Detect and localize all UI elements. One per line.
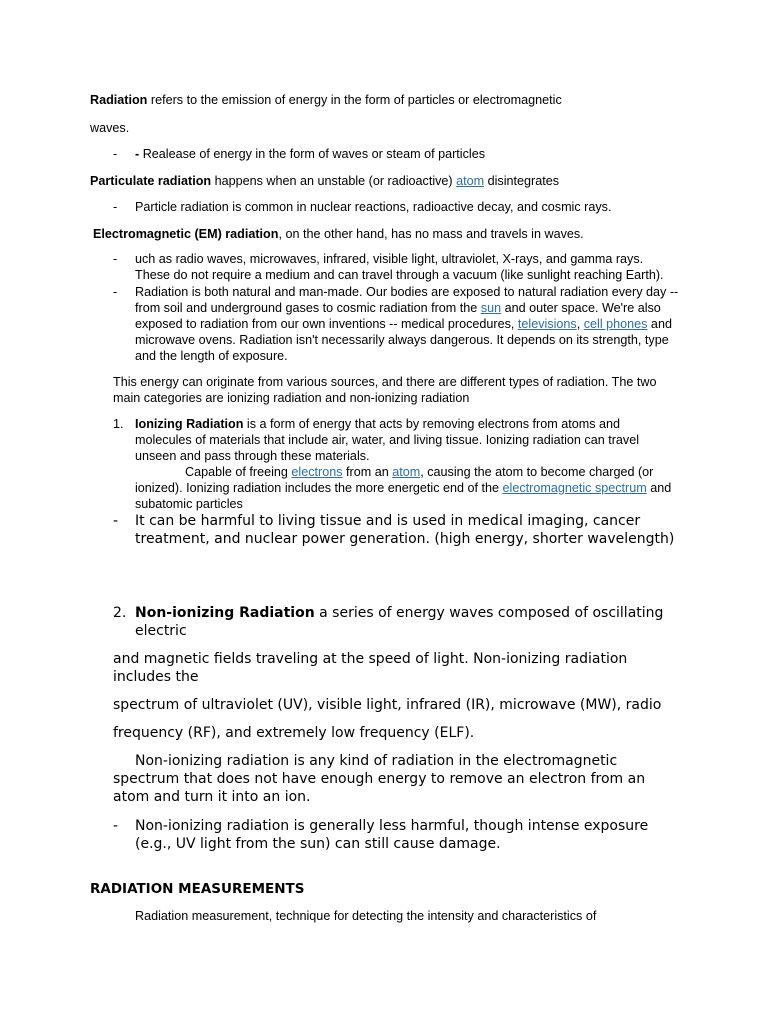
- intro-bullet: [135, 146, 695, 162]
- particulate-bullet: Particle radiation is common in nuclear reactions, radioactive decay, and cosmic rays.: [135, 200, 612, 214]
- bullet-dash: -: [113, 200, 118, 214]
- nonionizing-definition: Non-ionizing radiation is any kind of radiation in the electromagnetic spectrum that does not have enough energy to remove an electron from an atom and turn it into an ion.: [113, 753, 646, 805]
- bullet-dash: -: [113, 818, 119, 834]
- ionizing-text: is a form of energy that acts by removing electrons from atoms and molecules of materials that include air, water, and living tissue. Ionizing radiation can travel unseen and pass through these materials.: [135, 417, 640, 463]
- atom-link-2[interactable]: atom: [392, 465, 421, 479]
- particulate-paragraph: [90, 173, 690, 189]
- nonionizing-line-2: and magnetic fields traveling at the speed of light. Non-ionizing radiation includes the: [113, 651, 628, 685]
- radiation-term: Radiation: [90, 93, 148, 107]
- sun-link[interactable]: sun: [480, 301, 502, 315]
- freeing-text-a: Capable of freeing: [185, 465, 292, 479]
- ionizing-bullet: It can be harmful to living tissue and is used in medical imaging, cancer treatment, and nuclear power generation. (high energy, shorter wavelength): [135, 513, 675, 547]
- nonionizing-text: a series of energy waves composed of oscillating electric: [135, 605, 664, 639]
- em-term: Electromagnetic (EM) radiation: [93, 227, 279, 241]
- nonionizing-line-4: frequency (RF), and extremely low frequency (ELF).: [113, 725, 475, 741]
- particulate-text-after: disintegrates: [484, 174, 560, 188]
- nonionizing-bullet: Non-ionizing radiation is generally less harmful, though intense exposure (e.g., UV light from the sun) can still cause damage.: [135, 818, 649, 852]
- electromagnetic-spectrum-link[interactable]: electromagnetic spectrum: [502, 481, 647, 495]
- em-paragraph: [93, 226, 693, 242]
- nonionizing-term: Non-ionizing Radiation: [135, 605, 315, 621]
- intro-bullet-bold: -: [135, 147, 143, 161]
- measurements-text: Radiation measurement, technique for detecting the intensity and characteristics of: [135, 909, 597, 923]
- em-bullet-2-text-d: and microwave ovens. Radiation isn't necessarily always dangerous. It depends on its strength, type and the length of exposure.: [135, 317, 672, 363]
- bullet-dash: -: [113, 513, 119, 529]
- em-bullet-1: uch as radio waves, microwaves, infrared, visible light, ultraviolet, X-rays, and gamma rays. These do not require a medium and can travel through a vacuum (like sunlight reaching Earth).: [135, 252, 664, 282]
- atom-link[interactable]: atom: [456, 174, 485, 188]
- intro-continuation: waves.: [90, 121, 130, 135]
- ionizing-freeing-paragraph: [135, 464, 675, 512]
- em-text: , on the other hand, has no mass and travels in waves.: [278, 227, 584, 241]
- freeing-text-c: , causing the atom to become charged (or ionized). Ionizing radiation includes the more energetic end of the: [135, 465, 654, 495]
- freeing-text-d: and subatomic particles: [135, 481, 672, 511]
- energy-paragraph: This energy can originate from various sources, and there are different types of radiation. The two main categories are ionizing radiation and non-ionizing radiation: [113, 375, 657, 405]
- electrons-link[interactable]: electrons: [291, 465, 343, 479]
- list-number-2: 2.: [113, 605, 127, 621]
- list-number-1: 1.: [113, 417, 124, 431]
- bullet-dash: -: [113, 147, 118, 161]
- nonionizing-paragraph: [135, 604, 675, 640]
- particulate-term: Particulate radiation: [90, 174, 212, 188]
- bullet-dash: -: [113, 252, 118, 266]
- bullet-dash: -: [113, 285, 118, 299]
- em-bullet-2-text-a: Radiation is both natural and man-made. Our bodies are exposed to natural radiation every day -- from soil and underground gases to cosmic radiation from the: [135, 285, 679, 315]
- ionizing-term: Ionizing Radiation: [135, 417, 244, 431]
- cell-phones-link[interactable]: cell phones: [583, 317, 648, 331]
- televisions-link[interactable]: televisions: [517, 317, 577, 331]
- ionizing-paragraph: [135, 416, 665, 464]
- particulate-text-before: happens when an unstable (or radioactive): [211, 174, 457, 188]
- em-bullet-2: [135, 284, 680, 364]
- intro-bullet-text: Realease of energy in the form of waves or steam of particles: [142, 147, 485, 161]
- intro-text: refers to the emission of energy in the form of particles or electromagnetic: [147, 93, 562, 107]
- nonionizing-line-3: spectrum of ultraviolet (UV), visible light, infrared (IR), microwave (MW), radio: [113, 697, 662, 713]
- intro-paragraph: [90, 92, 690, 108]
- freeing-text-b: from an: [342, 465, 393, 479]
- measurements-heading: RADIATION MEASUREMENTS: [90, 881, 305, 897]
- em-bullet-2-text-c: ,: [576, 317, 584, 331]
- em-bullet-2-text-b: and outer space. We're also exposed to radiation from our own inventions -- medical procedures,: [135, 301, 661, 331]
